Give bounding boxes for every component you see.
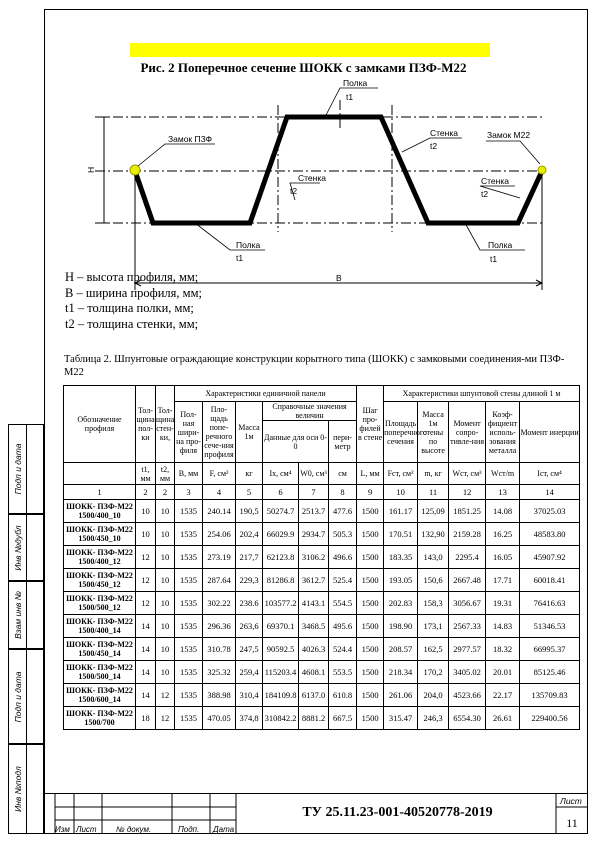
cross-section-drawing [0,0,607,300]
row-cell: 261.06 [384,684,418,707]
row-cell: 125,09 [418,500,449,523]
row-cell: 66029.9 [263,523,299,546]
row-cell: 238.6 [236,592,263,615]
table-row [64,707,580,730]
hdr-coef: Коэф-фициент исполь-зования металла [486,402,520,463]
colnum: 3 [175,485,203,500]
row-cell: 4608.1 [299,661,329,684]
row-cell: 1535 [175,500,203,523]
label-t2-right2: t2 [481,189,489,199]
hdr-warea: Площадь поперечного сечения [384,402,418,463]
row-cell: 273.19 [203,546,236,569]
row-cell: 184109.8 [263,684,299,707]
side-stamp-inv-podl: Инв №подл [8,744,44,834]
row-cell: 170,2 [418,661,449,684]
unit-wst: Wст, см³ [449,463,486,485]
colnum: 4 [203,485,236,500]
row-cell: 22.17 [486,684,520,707]
row-cell: 470.05 [203,707,236,730]
hdr-t1: Тол-щина пол-ки [136,386,156,463]
colnum: 7 [299,485,329,500]
legend-h: H – высота профиля, мм; [65,270,199,284]
row-cell: 18 [136,707,156,730]
legend [65,270,202,332]
row-cell: 26.61 [486,707,520,730]
row-cell: 14 [136,615,156,638]
side-stamp-sign-date-1: Подп и дата [8,424,44,514]
row-cell: 2513.7 [299,500,329,523]
unit-w0: W0, см³ [299,463,329,485]
row-cell: 198.90 [384,615,418,638]
row-cell: 10 [156,661,175,684]
unit-ix: Ix, см⁴ [263,463,299,485]
row-cell: 51346.53 [520,615,580,638]
row-cell: 10 [156,523,175,546]
row-cell: 202.83 [384,592,418,615]
row-cell: 8881.2 [299,707,329,730]
hdr-wmoment: Момент сопро-тивле-ния [449,402,486,463]
row-cell: 1535 [175,615,203,638]
row-cell: 17.71 [486,569,520,592]
colnum: 8 [329,485,357,500]
row-cell: 667.5 [329,707,357,730]
row-cell: 3612.7 [299,569,329,592]
row-cell: 374,8 [236,707,263,730]
unit-mass: кг [236,463,263,485]
unit-f: F, см² [203,463,236,485]
row-cell: 229400.56 [520,707,580,730]
row-cell: 3405.02 [449,661,486,684]
row-cell: 208.57 [384,638,418,661]
row-cell: 183.35 [384,546,418,569]
colnum: 11 [418,485,449,500]
colnum: 13 [486,485,520,500]
row-cell: 1500 [357,523,384,546]
row-cell: 218.34 [384,661,418,684]
row-profile-name: ШОКК- ПЗФ-М22 1500/700 [64,707,136,730]
row-profile-name: ШОКК- ПЗФ-М22 1500/450_12 [64,569,136,592]
row-cell: 20.01 [486,661,520,684]
row-cell: 2667.48 [449,569,486,592]
row-cell: 12 [156,684,175,707]
row-cell: 496.6 [329,546,357,569]
row-cell: 16.05 [486,546,520,569]
row-cell: 315.47 [384,707,418,730]
row-cell: 524.4 [329,638,357,661]
column-number-row [64,485,580,500]
hdr-panel-group: Характеристики единичной панели [175,386,357,402]
side-stamp-vzam-inv: Взам инв № [8,581,44,649]
table-row [64,569,580,592]
unit-ist: Iст, см⁴ [520,463,580,485]
title-doc-no: № докум. [116,825,152,834]
hdr-wall-group: Характеристики шпунтовой стены длиной 1 м [384,386,580,402]
unit-fst: Fст, см² [384,463,418,485]
row-cell: 85125.46 [520,661,580,684]
title-izm: Изм [55,825,70,834]
row-cell: 296.36 [203,615,236,638]
row-cell: 50274.7 [263,500,299,523]
colnum: 2 [136,485,156,500]
side-stamp-inv-dubl: Инв №дубл [8,514,44,581]
legend-t2: t2 – толщина стенки, мм; [65,316,199,331]
row-cell: 259,4 [236,661,263,684]
row-cell: 6137.0 [299,684,329,707]
row-cell: 90592.5 [263,638,299,661]
row-cell: 2934.7 [299,523,329,546]
label-t1-bottom-right: t1 [490,254,498,264]
row-profile-name: ШОКК- ПЗФ-М22 1500/400_10 [64,500,136,523]
row-cell: 2567.33 [449,615,486,638]
label-stenka-right2: Стенка [481,176,509,186]
legend-t1: t1 – толщина полки, мм; [65,301,194,315]
row-cell: 325.32 [203,661,236,684]
unit-t1: t1, мм [136,463,156,485]
row-cell: 1535 [175,707,203,730]
hdr-axis: Данные для оси 0-0 [263,421,329,463]
row-cell: 14 [136,684,156,707]
hdr-area: Пло-щадь попе-речного сече-ния профиля [203,402,236,463]
label-h: H [86,166,96,173]
row-cell: 204,0 [418,684,449,707]
unit-wstm: Wст/m [486,463,520,485]
row-cell: 2977.57 [449,638,486,661]
title-list: Лист [76,825,97,834]
row-cell: 2159.28 [449,523,486,546]
profiles-table [63,385,580,730]
table-row [64,592,580,615]
row-cell: 495.6 [329,615,357,638]
hdr-name: Обозначение профиля [64,386,136,463]
row-cell: 1500 [357,615,384,638]
row-cell: 1500 [357,661,384,684]
row-cell: 14 [136,638,156,661]
row-profile-name: ШОКК- ПЗФ-М22 1500/400_14 [64,615,136,638]
row-cell: 14.83 [486,615,520,638]
row-profile-name: ШОКК- ПЗФ-М22 1500/500_12 [64,592,136,615]
row-cell: 1535 [175,684,203,707]
row-cell: 554.5 [329,592,357,615]
unit-perim: см [329,463,357,485]
table-row [64,661,580,684]
row-profile-name: ШОКК- ПЗФ-М22 1500/450_10 [64,523,136,546]
row-cell: 10 [136,523,156,546]
row-cell: 4026.3 [299,638,329,661]
sheet-label: Лист [560,796,582,806]
row-profile-name: ШОКК- ПЗФ-М22 1500/450_14 [64,638,136,661]
table-row [64,638,580,661]
label-t1-bottom-left: t1 [236,253,244,263]
label-lock-right: Замок М22 [487,130,531,140]
row-cell: 1500 [357,707,384,730]
row-cell: 10 [156,569,175,592]
colnum: 5 [236,485,263,500]
row-cell: 103577.2 [263,592,299,615]
row-cell: 217,7 [236,546,263,569]
row-cell: 1535 [175,661,203,684]
label-polka-top: Полка [343,78,368,88]
label-stenka-left: Стенка [298,173,326,183]
row-cell: 10 [156,500,175,523]
label-polka-bottom-right: Полка [488,240,513,250]
hdr-wmass: Масса 1м стены по высоте [418,402,449,463]
row-cell: 158,3 [418,592,449,615]
row-cell: 45907.92 [520,546,580,569]
row-cell: 10 [156,546,175,569]
table-row [64,500,580,523]
row-cell: 1535 [175,592,203,615]
row-cell: 10 [156,615,175,638]
label-t2-right: t2 [430,141,438,151]
row-cell: 12 [156,707,175,730]
row-cell: 246,3 [418,707,449,730]
table-row [64,523,580,546]
hdr-mass: Масса 1м [236,402,263,463]
label-lock-left: Замок ПЗФ [168,134,213,144]
row-cell: 135709.83 [520,684,580,707]
table-caption: Таблица 2. Шпунтовые ограждающие конструкции корытного типа (ШОКК) с замковыми соединения-ми ПЗФ-М22 [64,354,565,378]
row-cell: 310,4 [236,684,263,707]
title-date: Дата [213,825,235,834]
row-cell: 553.5 [329,661,357,684]
row-cell: 69370.1 [263,615,299,638]
row-cell: 4143.1 [299,592,329,615]
row-cell: 302.22 [203,592,236,615]
row-cell: 18.32 [486,638,520,661]
label-t2-left: t2 [290,186,298,196]
row-cell: 66995.37 [520,638,580,661]
row-profile-name: ШОКК- ПЗФ-М22 1500/600_14 [64,684,136,707]
row-cell: 2295.4 [449,546,486,569]
hdr-inertia: Момент инерции [520,402,580,463]
row-cell: 150,6 [418,569,449,592]
row-cell: 1500 [357,569,384,592]
row-cell: 310842.2 [263,707,299,730]
row-cell: 610.8 [329,684,357,707]
row-cell: 3056.67 [449,592,486,615]
hdr-t2: Тол-щина стен-ки, [156,386,175,463]
row-cell: 388.98 [203,684,236,707]
row-cell: 12 [136,592,156,615]
hdr-step: Шаг про-филей в стене [357,386,384,463]
label-t1-top: t1 [346,92,354,102]
row-cell: 10 [136,500,156,523]
row-cell: 10 [156,592,175,615]
row-cell: 193.05 [384,569,418,592]
table-row [64,684,580,707]
row-cell: 1535 [175,523,203,546]
side-stamp-sign-date-2: Подп и дата [8,649,44,744]
row-cell: 60018.41 [520,569,580,592]
row-cell: 1500 [357,546,384,569]
row-cell: 115203.4 [263,661,299,684]
row-profile-name: ШОКК- ПЗФ-М22 1500/500_14 [64,661,136,684]
row-cell: 1500 [357,638,384,661]
label-polka-bottom-left: Полка [236,240,261,250]
row-profile-name: ШОКК- ПЗФ-М22 1500/400_12 [64,546,136,569]
row-cell: 4523.66 [449,684,486,707]
row-cell: 10 [156,638,175,661]
row-cell: 1500 [357,684,384,707]
row-cell: 37025.03 [520,500,580,523]
hdr-perim: пери-метр [329,421,357,463]
colnum: 14 [520,485,580,500]
row-cell: 1535 [175,546,203,569]
row-cell: 81286.8 [263,569,299,592]
row-cell: 143,0 [418,546,449,569]
row-cell: 254.06 [203,523,236,546]
document-code: ТУ 25.11.23-001-40520778-2019 [302,805,493,820]
table-row [64,615,580,638]
row-cell: 525.4 [329,569,357,592]
hdr-width: Пол-ная шири-на про-филя [175,402,203,463]
row-cell: 1500 [357,592,384,615]
title-sign: Подп. [178,825,200,834]
row-cell: 19.31 [486,592,520,615]
colnum: 10 [384,485,418,500]
colnum: 1 [64,485,136,500]
row-cell: 162,5 [418,638,449,661]
row-cell: 14.08 [486,500,520,523]
unit-m: m, кг [418,463,449,485]
row-cell: 6554.30 [449,707,486,730]
unit-l: L, мм [357,463,384,485]
row-cell: 1500 [357,500,384,523]
row-cell: 170.51 [384,523,418,546]
figure-title: Рис. 2 Поперечное сечение ШОКК с замками ПЗФ-М22 [140,60,467,75]
row-cell: 190,5 [236,500,263,523]
legend-b: B – ширина профиля, мм; [65,285,202,300]
unit-blank [64,463,136,485]
label-b: B [336,273,342,283]
row-cell: 263,6 [236,615,263,638]
row-cell: 247,5 [236,638,263,661]
row-cell: 3106.2 [299,546,329,569]
row-cell: 16.25 [486,523,520,546]
hdr-ref: Справочные значения величин [263,402,357,421]
row-cell: 173,1 [418,615,449,638]
unit-b: B, мм [175,463,203,485]
row-cell: 1535 [175,569,203,592]
row-cell: 12 [136,546,156,569]
unit-t2: t2, мм [156,463,175,485]
row-cell: 48583.80 [520,523,580,546]
row-cell: 161.17 [384,500,418,523]
colnum: 2 [156,485,175,500]
sheet-number: 11 [566,816,578,830]
row-cell: 1851.25 [449,500,486,523]
row-cell: 132,90 [418,523,449,546]
row-cell: 12 [136,569,156,592]
colnum: 6 [263,485,299,500]
row-cell: 505.3 [329,523,357,546]
row-cell: 287.64 [203,569,236,592]
table-row [64,546,580,569]
row-cell: 3468.5 [299,615,329,638]
row-cell: 1535 [175,638,203,661]
colnum: 12 [449,485,486,500]
row-cell: 229,3 [236,569,263,592]
row-cell: 14 [136,661,156,684]
row-cell: 202,4 [236,523,263,546]
row-cell: 240.14 [203,500,236,523]
colnum: 9 [357,485,384,500]
label-stenka-right: Стенка [430,128,458,138]
row-cell: 477.6 [329,500,357,523]
row-cell: 310.78 [203,638,236,661]
row-cell: 76416.63 [520,592,580,615]
row-cell: 62123.8 [263,546,299,569]
